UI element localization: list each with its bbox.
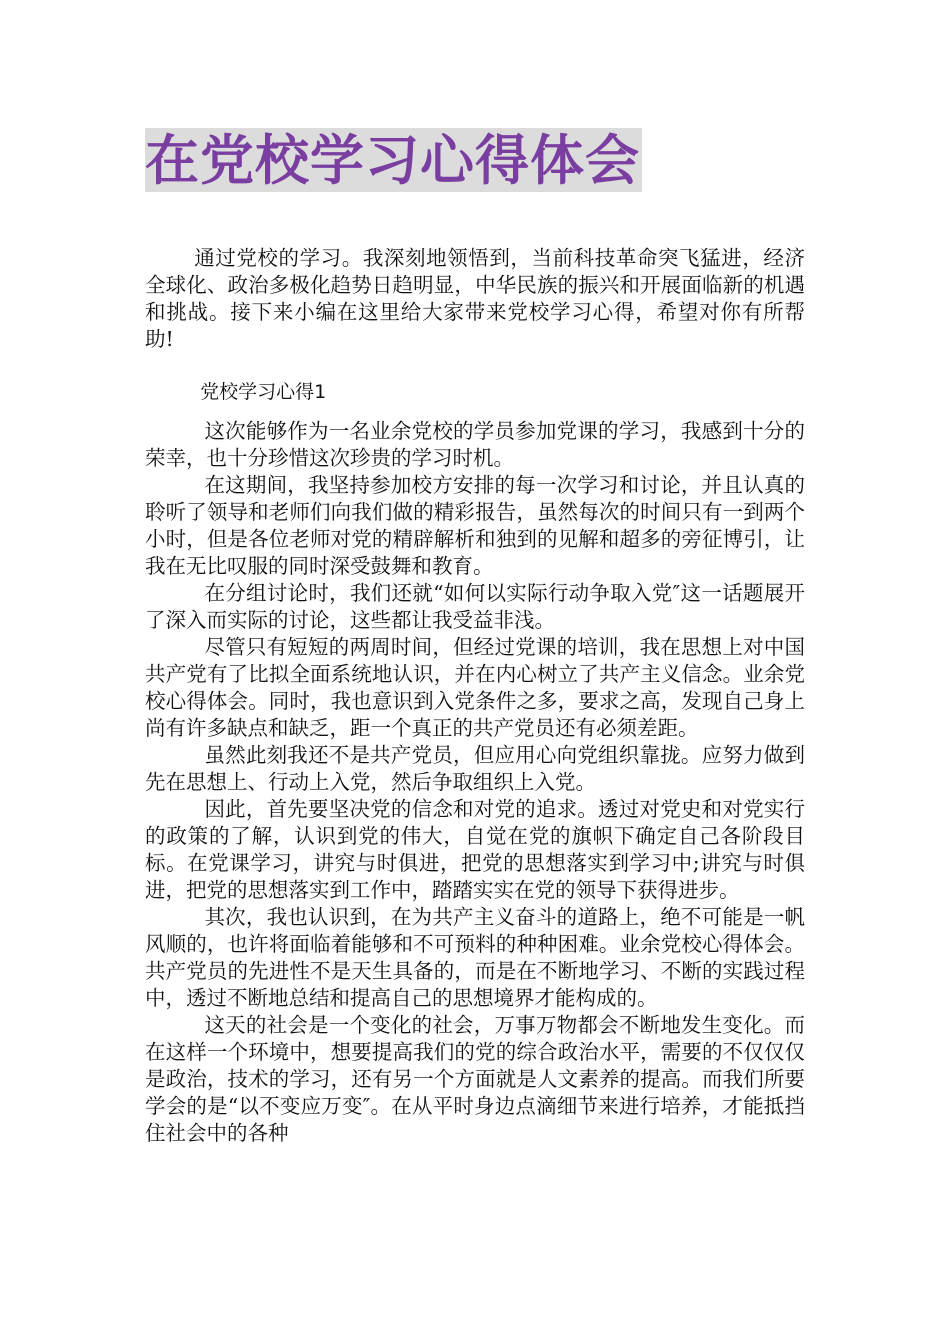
body-paragraph: 虽然此刻我还不是共产党员，但应用心向党组织靠拢。应努力做到先在思想上、行动上入党，然后争取组织上入党。 [145, 743, 805, 794]
body-paragraph: 在这期间，我坚持参加校方安排的每一次学习和讨论，并且认真的聆听了领导和老师们向我们做的精彩报告，虽然每次的时间只有一到两个小时，但是各位老师对党的精辟解析和独到的见解和超多的旁征博引，让我在无比叹服的同时深受鼓舞和教育。 [145, 473, 805, 578]
body-paragraph: 这天的社会是一个变化的社会，万事万物都会不断地发生变化。而在这样一个环境中，想要提高我们的党的综合政治水平，需要的不仅仅仅是政治，技术的学习，还有另一个方面就是人文素养的提高。而我们所要学会的是“以不变应万变″。在从平时身边点滴细节来进行培养，才能抵挡住社会中的各种 [145, 1013, 805, 1145]
body-paragraph: 在分组讨论时，我们还就“如何以实际行动争取入党″这一话题展开了深入而实际的讨论，这些都让我受益非浅。 [145, 581, 805, 632]
title-highlight [145, 128, 642, 192]
body-paragraph: 其次，我也认识到，在为共产主义奋斗的道路上，绝不可能是一帆风顺的，也许将面临着能够和不可预料的种种困难。业余党校心得体会。共产党员的先进性不是天生具备的，而是在不断地学习、不断的实践过程中，透过不断地总结和提高自己的思想境界才能构成的。 [145, 905, 805, 1010]
page-title: 在党校学习心得体会 [145, 129, 640, 192]
section-heading: 党校学习心得1 [200, 381, 327, 403]
document-body [145, 245, 805, 1147]
body-paragraph: 尽管只有短短的两周时间，但经过党课的培训，我在思想上对中国共产党有了比拟全面系统地认识，并在内心树立了共产主义信念。业余党校心得体会。同时，我也意识到入党条件之多，要求之高，发现自己身上尚有许多缺点和缺乏，距一个真正的共产党员还有必须差距。 [145, 635, 805, 740]
intro-paragraph: 通过党校的学习。我深刻地领悟到，当前科技革命突飞猛进，经济全球化、政治多极化趋势日趋明显，中华民族的振兴和开展面临新的机遇和挑战。接下来小编在这里给大家带来党校学习心得，希望对你有所帮助! [145, 246, 805, 351]
body-paragraph: 这次能够作为一名业余党校的学员参加党课的学习，我感到十分的荣幸，也十分珍惜这次珍贵的学习时机。 [145, 419, 805, 470]
body-paragraph: 因此，首先要坚决党的信念和对党的追求。透过对党史和对党实行的政策的了解，认识到党的伟大，自觉在党的旗帜下确定自己各阶段目标。在党课学习，讲究与时俱进，把党的思想落实到学习中;讲究与时俱进，把党的思想落实到工作中，踏踏实实在党的领导下获得进步。 [145, 797, 805, 902]
